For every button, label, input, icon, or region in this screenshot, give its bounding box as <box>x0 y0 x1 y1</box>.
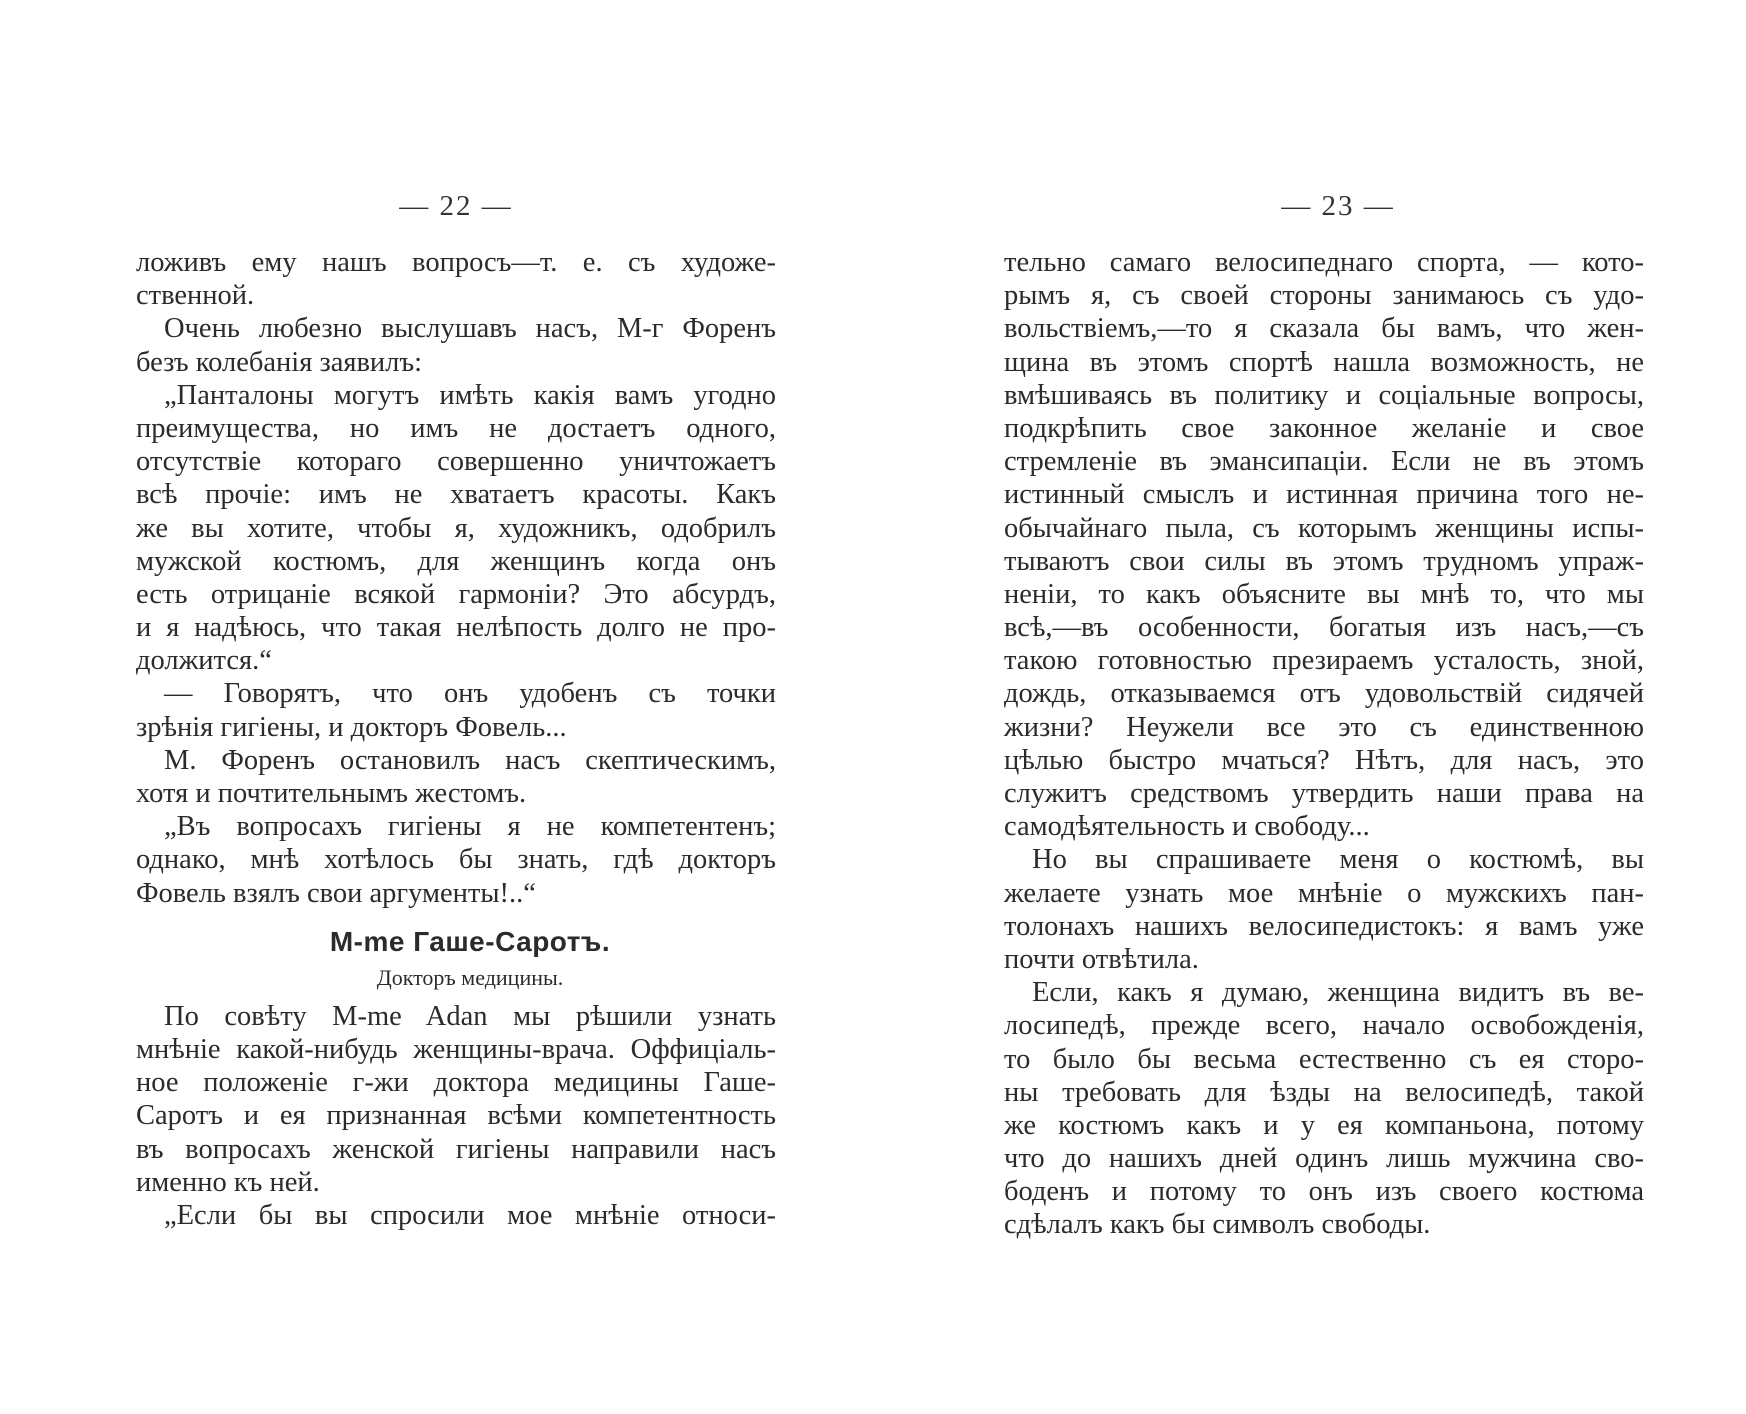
text-line: что до нашихъ дней одинъ лишь мужчина сво- <box>1004 1143 1644 1175</box>
text-line: Если, какъ я думаю, женщина видитъ въ ве- <box>1032 977 1644 1009</box>
text-line: толонахъ нашихъ велосипедистокъ: я вамъ уже <box>1004 910 1644 942</box>
text-line: М. Форенъ остановилъ насъ скептическимъ, <box>164 744 776 776</box>
text-line: такою готовностью презираемъ усталость, зной, <box>1004 645 1644 677</box>
text-line: обычайнаго пыла, съ которымъ женщины испы- <box>1004 512 1644 544</box>
left-page <box>136 0 776 1414</box>
text-line: ное положеніе г-жи доктора медицины Гаше- <box>136 1067 776 1099</box>
text-line: тельно самаго велосипеднаго спорта, — кото- <box>1004 247 1644 278</box>
text-line: мужской костюмъ, для женщинъ когда онъ <box>136 545 776 577</box>
text-line: ственной. <box>136 280 255 312</box>
text-line: „Если бы вы спросили мое мнѣніе относи- <box>164 1199 776 1231</box>
text-line: По совѣту M-me Adan мы рѣшили узнать <box>164 1000 776 1032</box>
text-line: вольствіемъ,—то я сказала бы вамъ, что жен- <box>1004 313 1644 345</box>
text-line: въ вопросахъ женской гигіены направили насъ <box>136 1133 776 1165</box>
text-line: „Въ вопросахъ гигіены я не компетентенъ; <box>164 811 776 843</box>
text-line: стремленіе въ эмансипаціи. Если не въ этомъ <box>1004 446 1644 478</box>
text-line: жизни? Неужели все это съ единственною <box>1004 711 1644 743</box>
text-line: сдѣлалъ какъ бы символъ свободы. <box>1004 1209 1431 1241</box>
text-line: тываютъ свои силы въ этомъ трудномъ упраж- <box>1004 545 1644 577</box>
text-line: лосипедѣ, прежде всего, начало освобожденія, <box>1004 1010 1644 1042</box>
text-line: вмѣшиваясь въ политику и соціальные вопросы, <box>1004 379 1644 411</box>
text-line: почти отвѣтила. <box>1004 943 1199 975</box>
text-line: Очень любезно выслушавъ насъ, М-г Форенъ <box>164 313 776 345</box>
text-line: боденъ и потому то онъ изъ своего костюма <box>1004 1176 1644 1208</box>
text-line: щина въ этомъ спортѣ нашла возможность, не <box>1004 346 1644 378</box>
text-line: рымъ я, съ своей стороны занимаюсь съ удо- <box>1004 280 1644 312</box>
text-line: мнѣніе какой-нибудь женщины-врача. Оффиціаль- <box>136 1033 776 1065</box>
text-line: неніи, то какъ объясните вы мнѣ то, что мы <box>1004 578 1644 610</box>
text-line: хотя и почтительнымъ жестомъ. <box>136 778 527 809</box>
text-line: должится.“ <box>136 645 272 677</box>
text-line: однако, мнѣ хотѣлось бы знать, гдѣ докторъ <box>136 844 776 876</box>
text-line: ны требовать для ѣзды на велосипедѣ, такой <box>1004 1076 1644 1108</box>
right-page <box>1004 0 1644 1414</box>
text-line: всѣ прочіе: имъ не хватаетъ красоты. Какъ <box>136 479 776 511</box>
text-line: ложивъ ему нашъ вопросъ—т. е. съ художе- <box>136 247 776 278</box>
text-line: Фовель взялъ свои аргументы!..“ <box>136 877 536 909</box>
text-line: отсутствіе котораго совершенно уничтожаетъ <box>136 446 776 478</box>
text-line: служитъ средствомъ утвердить наши права на <box>1004 778 1644 809</box>
page-number-left: — 22 — <box>399 190 513 222</box>
text-line: цѣлью быстро мчаться? Нѣтъ, для насъ, это <box>1004 744 1644 776</box>
text-line: безъ колебанія заявилъ: <box>136 346 423 378</box>
text-line: есть отрицаніе всякой гармоніи? Это абсурдъ, <box>136 578 776 610</box>
text-line: Но вы спрашиваете меня о костюмѣ, вы <box>1032 844 1644 876</box>
text-line: — Говорятъ, что онъ удобенъ съ точки <box>164 678 776 710</box>
page-number-right: — 23 — <box>1281 190 1395 222</box>
text-line: преимущества, но имъ не достаетъ одного, <box>136 412 776 444</box>
text-line: зрѣнія гигіены, и докторъ Фовель... <box>136 711 567 743</box>
text-line: же костюмъ какъ и у ея компаньона, потому <box>1004 1109 1644 1141</box>
text-line: Саротъ и ея признанная всѣми компетентность <box>136 1100 776 1132</box>
text-line: желаете узнать мое мнѣніе о мужскихъ пан- <box>1004 877 1644 909</box>
text-line: то было бы весьма естественно съ ея сторо- <box>1004 1043 1644 1075</box>
text-line: всѣ,—въ особенности, богатыя изъ насъ,—съ <box>1004 612 1644 644</box>
text-line: дождь, отказываемся отъ удовольствій сидячей <box>1004 678 1644 710</box>
text-line: именно къ ней. <box>136 1166 320 1198</box>
text-line: самодѣятельность и свободу... <box>1004 811 1370 843</box>
text-line: и я надѣюсь, что такая нелѣпость долго не про- <box>136 612 776 644</box>
section-subheading: Докторъ медицины. <box>376 964 564 990</box>
left-text-block <box>136 246 776 1232</box>
section-heading: M-me Гаше-Саротъ. <box>329 925 611 957</box>
text-line: „Панталоны могутъ имѣть какія вамъ угодно <box>164 379 776 411</box>
right-text-block <box>1004 246 1644 1242</box>
text-line: истинный смыслъ и истинная причина того не- <box>1004 479 1644 511</box>
text-line: же вы хотите, чтобы я, художникъ, одобрилъ <box>136 512 776 544</box>
text-line: подкрѣпить свое законное желаніе и свое <box>1004 412 1644 444</box>
